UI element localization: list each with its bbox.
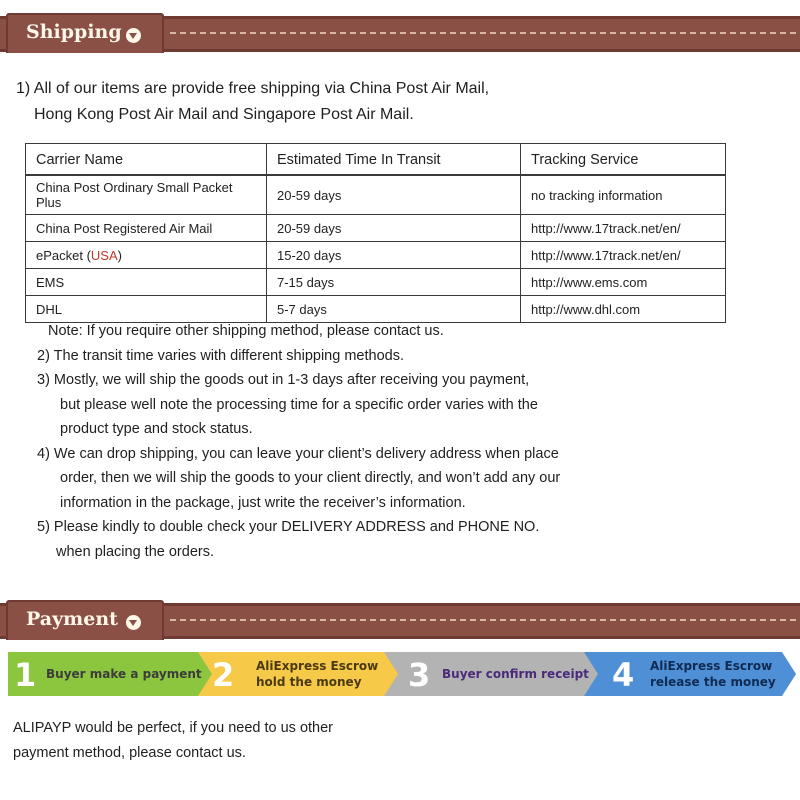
payment-note-line-2: payment method, please contact us.: [13, 745, 246, 761]
step-3-number: 3: [408, 656, 431, 694]
step-2-label-line-1: AliExpress Escrow: [256, 659, 379, 673]
intro-line-2: Hong Kong Post Air Mail and Singapore Post Air Mail.: [34, 106, 414, 123]
cell-tracking: http://www.dhl.com: [521, 296, 726, 323]
table-row: [26, 296, 726, 323]
note-item-5-line-2: when placing the orders.: [56, 544, 214, 560]
chevron-down-icon: [126, 615, 141, 630]
table-row: [26, 215, 726, 242]
cell-time: 5-7 days: [267, 296, 521, 323]
intro-line-1: 1) All of our items are provide free shipping via China Post Air Mail,: [16, 80, 490, 97]
step-1-number: 1: [14, 656, 37, 694]
cell-carrier: [26, 242, 267, 269]
carrier-name: ePacket (: [36, 247, 91, 263]
cell-carrier: China Post Ordinary Small Packet Plus: [26, 175, 267, 215]
table-row: [26, 269, 726, 296]
table-header-row: [26, 144, 726, 176]
cell-time: 7-15 days: [267, 269, 521, 296]
note-item-2: 2) The transit time varies with different shipping methods.: [37, 348, 404, 364]
shipping-title: Shipping: [26, 21, 122, 43]
shipping-header-tab: [6, 13, 164, 53]
note-line: Note: If you require other shipping method, please contact us.: [48, 323, 444, 339]
payment-title: Payment: [26, 608, 118, 630]
table-row: [26, 175, 726, 215]
cell-time: 20-59 days: [267, 215, 521, 242]
note-item-4-line-2: order, then we will ship the goods to your client directly, and won’t add any our: [60, 470, 561, 486]
payment-note-line-1: ALIPAYP would be perfect, if you need to us other: [13, 720, 334, 736]
carrier-highlight: USA: [90, 247, 118, 263]
chevron-down-icon: [126, 28, 141, 43]
note-item-4-line-3: information in the package, just write the receiver’s information.: [60, 495, 466, 511]
carrier-table: [25, 143, 726, 323]
stitch-decoration: [170, 32, 796, 34]
header-tracking: Tracking Service: [521, 144, 726, 176]
note-item-3-line-2: but please well note the processing time for a specific order varies with the: [60, 397, 538, 413]
note-item-4-line-1: 4) We can drop shipping, you can leave your client’s delivery address when place: [37, 446, 559, 462]
cell-time: 20-59 days: [267, 175, 521, 215]
carrier-suffix: ): [117, 247, 122, 263]
step-2-label-line-2: hold the money: [256, 675, 362, 689]
table-row: [26, 242, 726, 269]
note-item-3-line-1: 3) Mostly, we will ship the goods out in 1-3 days after receiving you payment,: [37, 372, 530, 388]
cell-carrier: China Post Registered Air Mail: [26, 215, 267, 242]
cell-tracking: http://www.ems.com: [521, 269, 726, 296]
note-item-3-line-3: product type and stock status.: [60, 421, 253, 437]
note-item-5-line-1: 5) Please kindly to double check your DELIVERY ADDRESS and PHONE NO.: [37, 519, 540, 535]
header-carrier: Carrier Name: [26, 144, 267, 176]
cell-carrier: DHL: [26, 296, 267, 323]
cell-tracking: http://www.17track.net/en/: [521, 242, 726, 269]
cell-time: 15-20 days: [267, 242, 521, 269]
step-4-label-line-1: AliExpress Escrow: [650, 659, 773, 673]
step-2-number: 2: [212, 656, 235, 694]
step-1-label: Buyer make a payment: [46, 667, 202, 681]
step-3-label: Buyer confirm receipt: [442, 667, 589, 681]
stitch-decoration: [170, 619, 796, 621]
step-4-number: 4: [612, 656, 635, 694]
payment-header-tab: [6, 600, 164, 640]
header-time: Estimated Time In Transit: [267, 144, 521, 176]
step-4-label-line-2: release the money: [650, 675, 776, 689]
payment-steps: [8, 652, 796, 696]
cell-tracking: no tracking information: [521, 175, 726, 215]
cell-carrier: EMS: [26, 269, 267, 296]
cell-tracking: http://www.17track.net/en/: [521, 215, 726, 242]
